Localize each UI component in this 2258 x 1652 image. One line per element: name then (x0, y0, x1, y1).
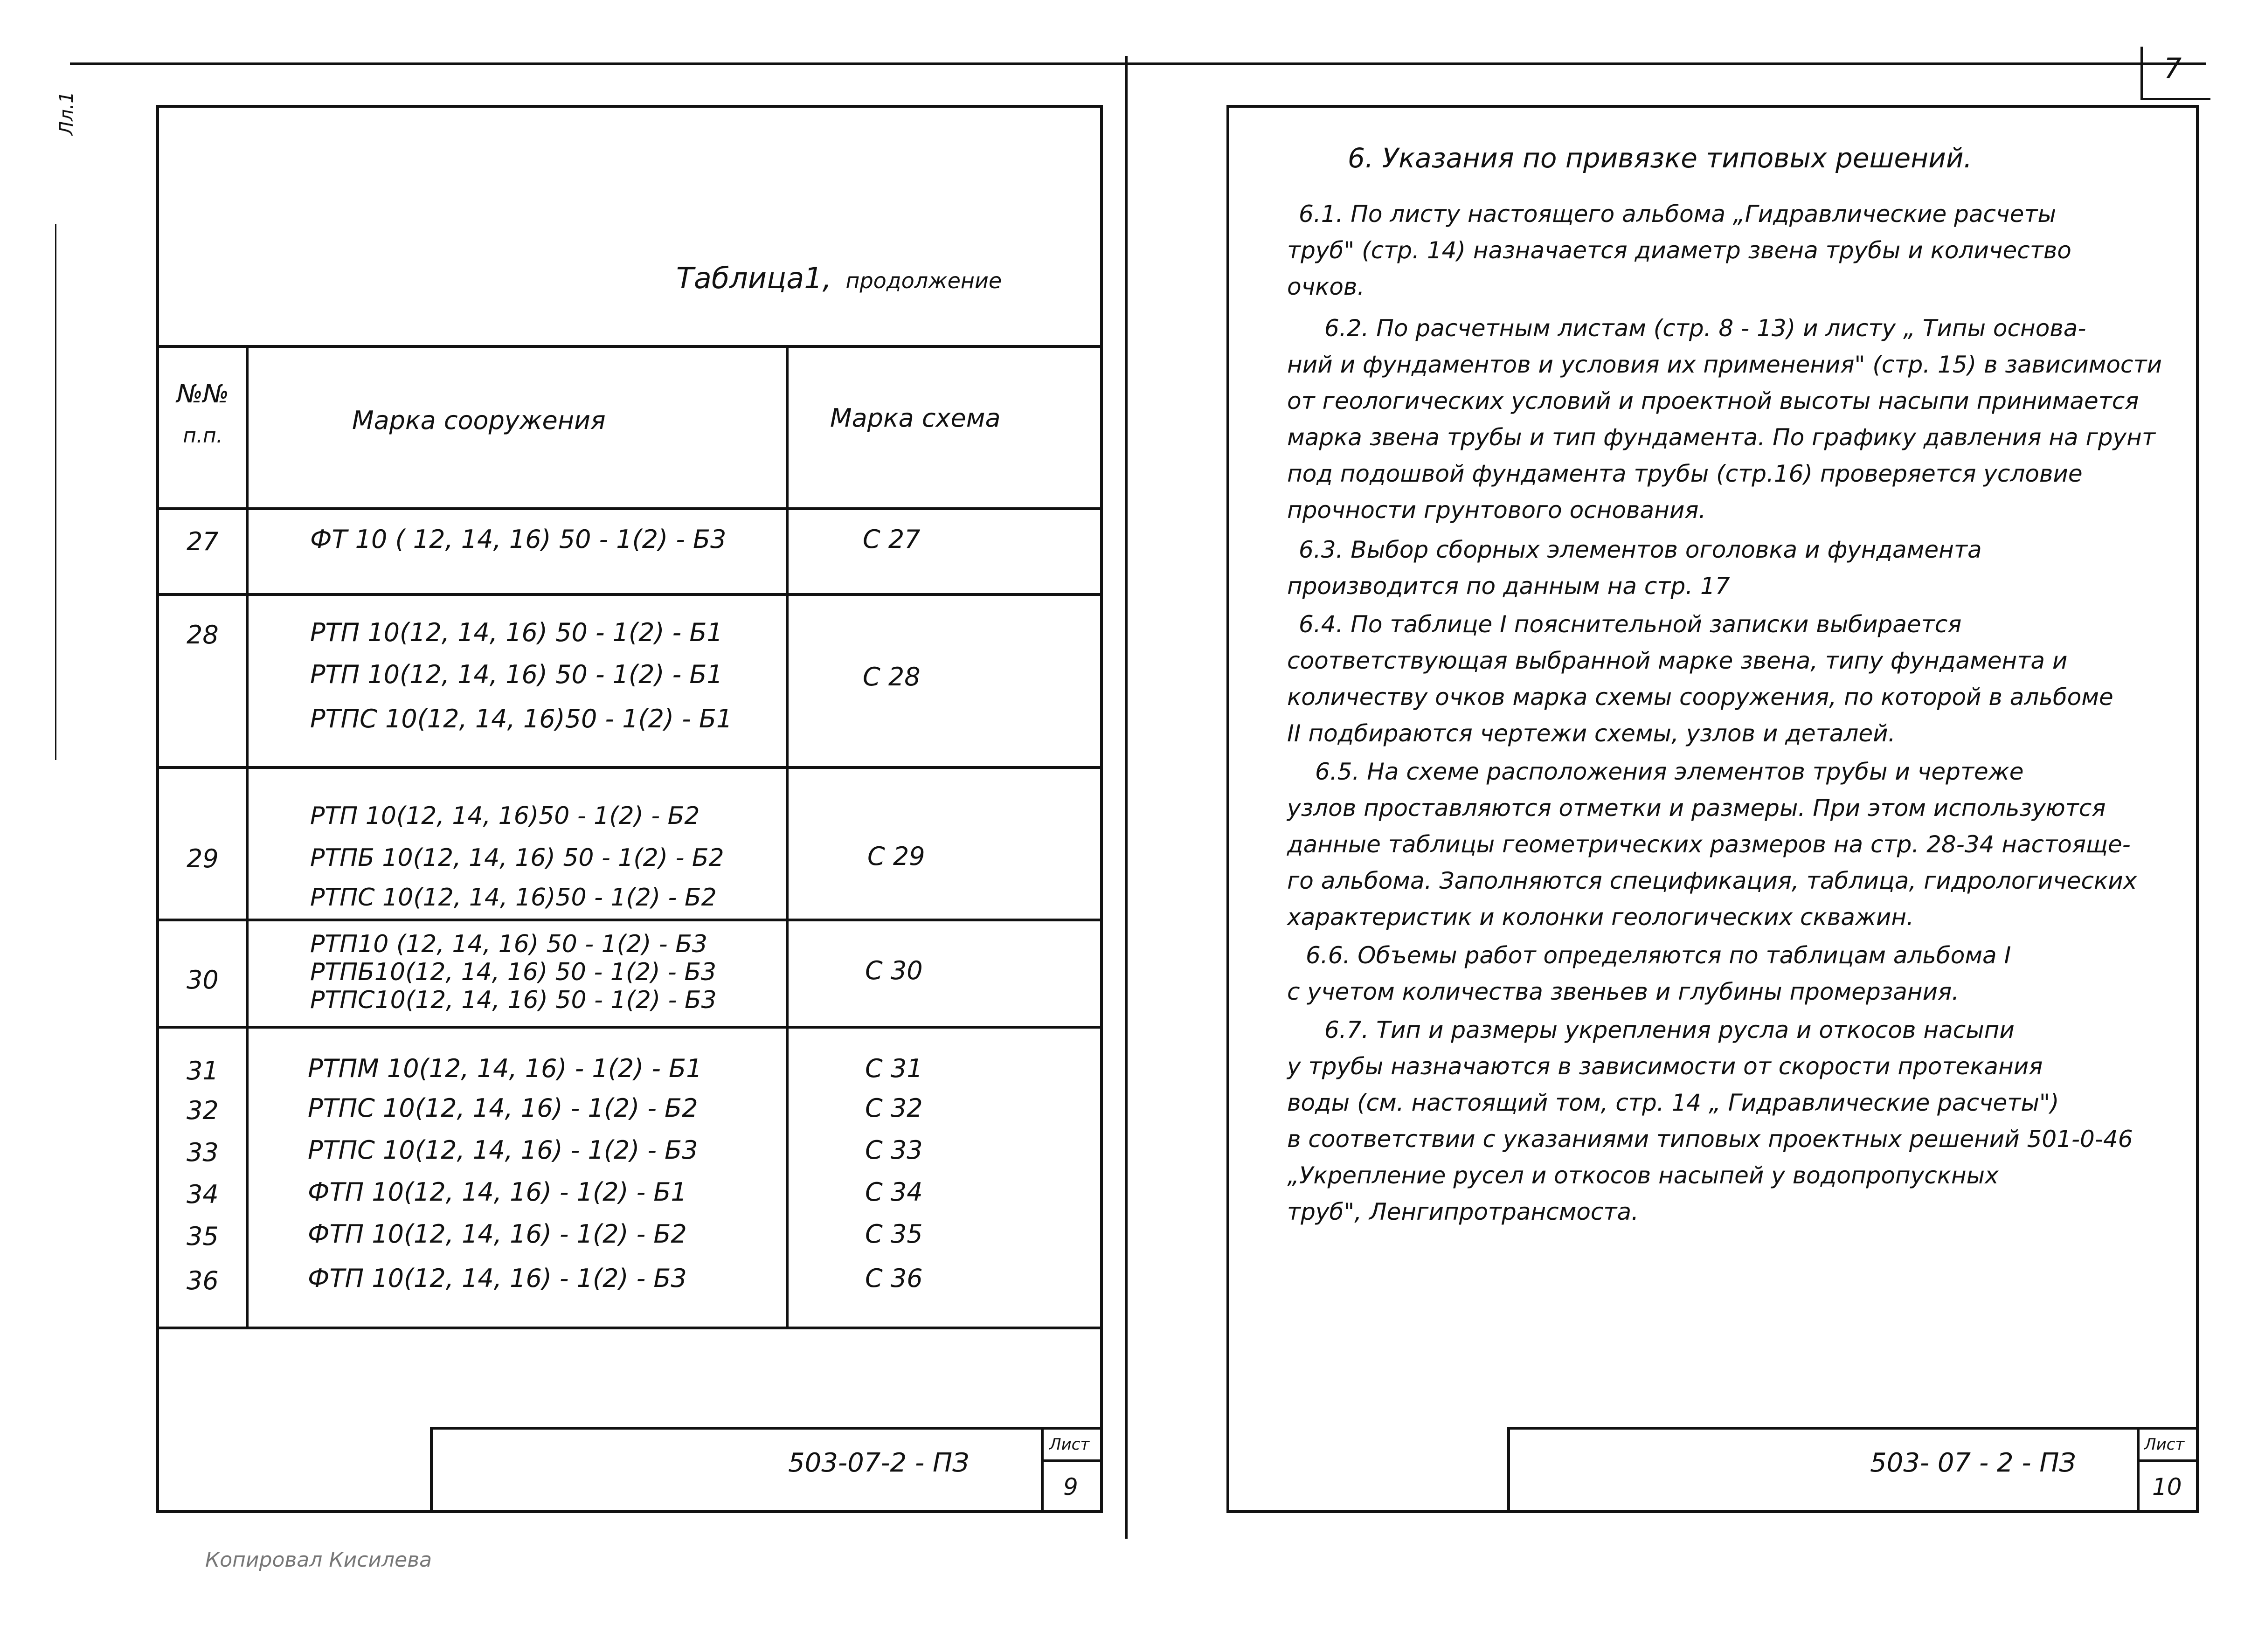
col-num-header (170, 373, 235, 457)
instruction-line: у трубы назначаются в зависимости от скорости протекания (1287, 1053, 2043, 1080)
instruction-line: 6.1. По листу настоящего альбома „Гидравлические расчеты (1299, 200, 2056, 228)
instruction-line: ний и фундаментов и условия их применения" (стр. 15) в зависимости (1287, 351, 2162, 378)
row-num: 35 (187, 1222, 219, 1251)
table-title (676, 261, 1002, 295)
right-stamp-box (1507, 1427, 2199, 1513)
instruction-line: в соответствии с указаниями типовых проектных решений 501-0-46 (1287, 1126, 2133, 1153)
bottom-note: Копировал Кисилева (205, 1548, 432, 1572)
instruction-line: воды (см. настоящий том, стр. 14 „ Гидравлические расчеты") (1287, 1089, 2059, 1116)
row-num: 33 (187, 1138, 219, 1167)
instruction-line: 6.3. Выбор сборных элементов оголовка и фундамента (1299, 536, 1982, 563)
table-title-main: Таблица1, (676, 261, 832, 295)
col-divider-scheme (786, 345, 789, 1329)
row-num: 34 (187, 1180, 219, 1209)
right-stamp-code: 503- 07 - 2 - ПЗ (1870, 1448, 2076, 1478)
top-corner-underline (2140, 98, 2210, 100)
instruction-line: прочности грунтового основания. (1287, 497, 1706, 524)
top-corner-divider (2140, 47, 2143, 100)
table-title-suffix: продолжение (845, 268, 1002, 293)
row-num: 27 (187, 527, 219, 556)
instruction-line: II подбираются чертежи схемы, узлов и деталей. (1287, 720, 1896, 747)
table-header-bottom (156, 507, 1103, 510)
row-num: 28 (187, 620, 219, 650)
col-num-header-line2: п.п. (183, 424, 223, 448)
instruction-line: го альбома. Заполняются спецификация, таблица, гидрологических (1287, 867, 2137, 894)
instruction-line: соответствующая выбранной марке звена, типу фундамента и (1287, 647, 2068, 674)
instruction-line: данные таблицы геометрических размеров на стр. 28-34 настояще- (1287, 831, 2131, 858)
instruction-line: 6.2. По расчетным листам (стр. 8 - 13) и листу „ Типы основа- (1324, 315, 2086, 342)
instruction-line: труб", Ленгипротрансмоста. (1287, 1198, 1639, 1225)
col-scheme-header: Марка схема (830, 403, 1001, 433)
left-stamp-label: Лист (1049, 1435, 1090, 1454)
row-mark: РТП 10(12, 14, 16) 50 - 1(2) - Б1 (310, 618, 723, 647)
row-scheme: С 28 (863, 662, 921, 691)
row-mark: РТПМ 10(12, 14, 16) - 1(2) - Б1 (308, 1054, 702, 1083)
row-mark: РТПС 10(12, 14, 16)50 - 1(2) - Б1 (310, 704, 733, 733)
instruction-line: количеству очков марка схемы сооружения, по которой в альбоме (1287, 684, 2113, 711)
section-heading: 6. Указания по привязке типовых решений. (1348, 142, 1972, 174)
table-top-line (156, 345, 1103, 348)
instruction-line: узлов проставляются отметки и размеры. При этом используются (1287, 795, 2106, 822)
center-fold-line (1125, 56, 1128, 1539)
row-mark: ФТП 10(12, 14, 16) - 1(2) - Б3 (308, 1264, 687, 1293)
right-stamp-label: Лист (2144, 1435, 2185, 1454)
instruction-line: 6.6. Объемы работ определяются по таблицам альбома I (1306, 942, 2011, 969)
left-stamp-code: 503-07-2 - ПЗ (788, 1448, 970, 1478)
top-corner-page-number: 7 (2164, 52, 2182, 85)
row-mark: РТПС 10(12, 14, 16) - 1(2) - Б2 (308, 1093, 698, 1123)
row-mark: РТП 10(12, 14, 16) 50 - 1(2) - Б1 (310, 660, 723, 689)
row-scheme: С 32 (865, 1093, 923, 1123)
left-margin-line (55, 224, 56, 760)
right-stamp-sheet-number: 10 (2152, 1473, 2182, 1500)
instruction-line: характеристик и колонки геологических скважин. (1287, 904, 1914, 931)
row-divider (156, 766, 1103, 769)
instruction-line: „Укрепление русел и откосов насыпей у водопропускных (1287, 1162, 1999, 1189)
margin-mark: Лл.1 (56, 91, 77, 135)
instruction-line: с учетом количества звеньев и глубины промерзания. (1287, 978, 1960, 1005)
row-num: 31 (187, 1056, 219, 1085)
row-scheme: С 27 (863, 525, 921, 554)
row-mark: РТПБ10(12, 14, 16) 50 - 1(2) - Б3 (310, 958, 717, 986)
row-divider (156, 919, 1103, 921)
row-scheme: С 36 (865, 1264, 923, 1293)
col-num-header-line1: №№ (176, 379, 229, 408)
right-stamp-label-line (2137, 1459, 2199, 1462)
row-num: 32 (187, 1096, 219, 1125)
row-mark: РТПС 10(12, 14, 16) - 1(2) - Б3 (308, 1135, 698, 1165)
instruction-line: 6.5. На схеме расположения элементов трубы и чертеже (1315, 758, 2024, 785)
row-mark: ФТП 10(12, 14, 16) - 1(2) - Б1 (308, 1177, 687, 1207)
row-mark: РТП10 (12, 14, 16) 50 - 1(2) - Б3 (310, 930, 707, 958)
instruction-line: от геологических условий и проектной высоты насыпи принимается (1287, 387, 2139, 415)
instruction-line: производится по данным на стр. 17 (1287, 573, 1730, 600)
row-scheme: С 34 (865, 1177, 923, 1207)
instruction-line: марка звена трубы и тип фундамента. По графику давления на грунт (1287, 424, 2155, 451)
col-divider-num (246, 345, 249, 1329)
top-rule (70, 62, 2206, 65)
row-num: 29 (187, 844, 219, 873)
left-stamp-divider (1041, 1427, 1044, 1513)
left-stamp-sheet-number: 9 (1063, 1473, 1078, 1500)
row-num: 30 (187, 965, 219, 995)
instruction-line: 6.4. По таблице I пояснительной записки выбирается (1299, 611, 1962, 638)
right-stamp-divider (2137, 1427, 2140, 1513)
row-mark: РТП 10(12, 14, 16)50 - 1(2) - Б2 (310, 802, 700, 830)
row-num: 36 (187, 1266, 219, 1295)
row-mark: РТПС 10(12, 14, 16)50 - 1(2) - Б2 (310, 884, 717, 912)
row-mark: РТПС10(12, 14, 16) 50 - 1(2) - Б3 (310, 986, 717, 1014)
row-scheme: С 29 (867, 842, 925, 871)
row-mark: РТПБ 10(12, 14, 16) 50 - 1(2) - Б2 (310, 844, 724, 872)
instruction-line: очков. (1287, 273, 1365, 300)
left-stamp-box (430, 1427, 1103, 1513)
row-scheme: С 33 (865, 1135, 923, 1165)
left-stamp-label-line (1041, 1459, 1103, 1462)
row-divider (156, 1026, 1103, 1029)
instruction-line: под подошвой фундамента трубы (стр.16) проверяется условие (1287, 460, 2083, 487)
row-mark: ФТП 10(12, 14, 16) - 1(2) - Б2 (308, 1219, 687, 1249)
table-bottom-line (156, 1327, 1103, 1329)
col-mark-header: Марка сооружения (352, 406, 606, 435)
row-scheme: С 30 (865, 956, 923, 985)
instruction-line: 6.7. Тип и размеры укрепления русла и откосов насыпи (1324, 1016, 2015, 1044)
row-scheme: С 31 (865, 1054, 923, 1083)
row-divider (156, 593, 1103, 596)
row-scheme: С 35 (865, 1219, 923, 1249)
row-mark: ФТ 10 ( 12, 14, 16) 50 - 1(2) - Б3 (310, 525, 727, 554)
instruction-line: труб" (стр. 14) назначается диаметр звена трубы и количество (1287, 237, 2071, 264)
